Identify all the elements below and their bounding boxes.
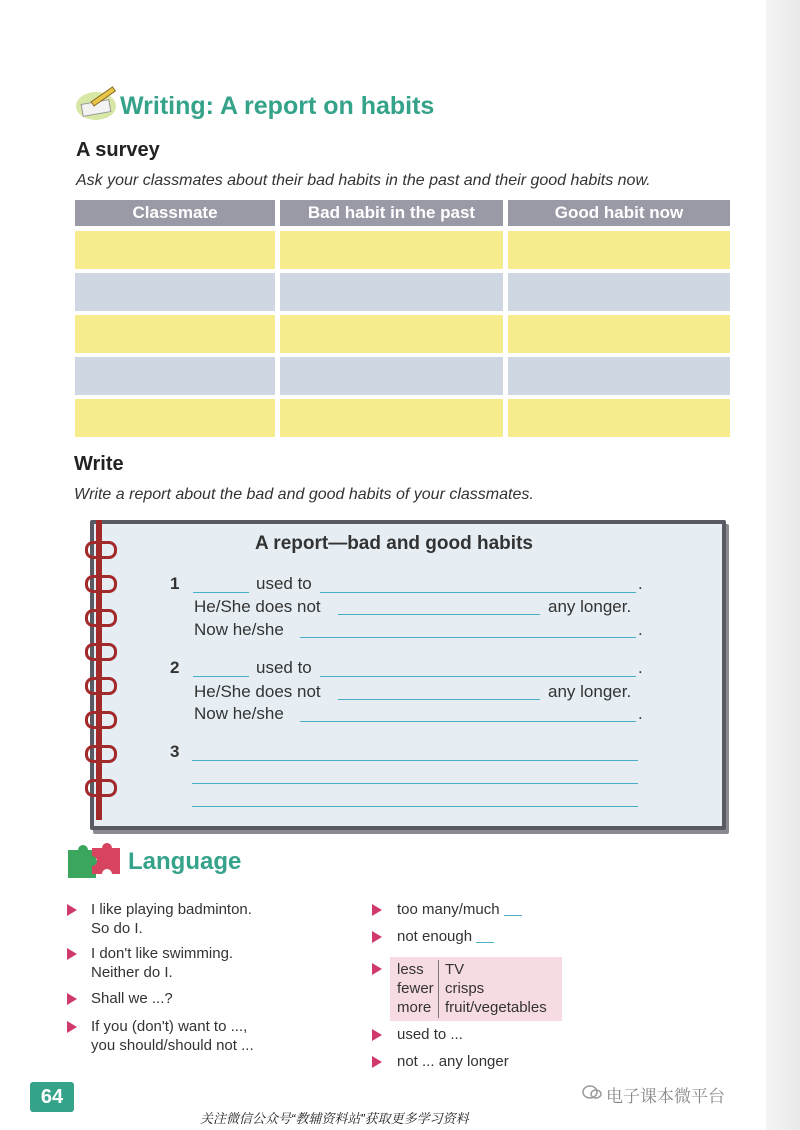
page-edge-shade bbox=[766, 0, 800, 1130]
blank-line[interactable] bbox=[320, 676, 636, 677]
bullet-arrow-icon bbox=[67, 1021, 77, 1033]
bullet-arrow-icon bbox=[67, 993, 77, 1005]
survey-instruction: Ask your classmates about their bad habits in the past and their good habits now. bbox=[76, 172, 651, 189]
table-cell[interactable] bbox=[508, 315, 730, 353]
bullet-arrow-icon bbox=[372, 931, 382, 943]
table-cell[interactable] bbox=[508, 399, 730, 437]
item-number: 3 bbox=[170, 742, 180, 761]
table-cell[interactable] bbox=[75, 231, 275, 269]
table-cell[interactable] bbox=[75, 357, 275, 395]
language-example: I don't like swimming. Neither do I. bbox=[91, 945, 234, 981]
language-title: Language bbox=[128, 848, 242, 875]
any-longer-label: any longer. bbox=[548, 682, 632, 701]
item-number: 2 bbox=[170, 658, 180, 677]
pencil-book-icon bbox=[74, 84, 120, 124]
spiral-ring bbox=[85, 575, 117, 593]
box-divider bbox=[438, 960, 439, 1018]
quantifier-column: less fewer more bbox=[397, 961, 434, 1016]
language-example: I like playing badminton. So do I. bbox=[91, 901, 252, 937]
footer-text: 关注微信公众号“教辅资料站”获取更多学习资料 bbox=[200, 1111, 469, 1126]
survey-heading: A survey bbox=[76, 139, 160, 161]
language-example: Shall we ...? bbox=[91, 990, 173, 1007]
blank-line[interactable] bbox=[300, 637, 636, 638]
column-header-good-habit: Good habit now bbox=[508, 200, 730, 226]
language-example: not enough bbox=[397, 927, 494, 946]
blank-line[interactable] bbox=[192, 806, 638, 807]
period: . bbox=[638, 658, 643, 677]
period: . bbox=[638, 574, 643, 593]
blank-line[interactable] bbox=[193, 676, 249, 677]
period: . bbox=[638, 704, 643, 723]
spiral-ring bbox=[85, 541, 117, 559]
column-header-bad-habit: Bad habit in the past bbox=[280, 200, 503, 226]
used-to-label: used to bbox=[256, 574, 312, 593]
blank-line[interactable] bbox=[192, 760, 638, 761]
blank-line[interactable] bbox=[192, 783, 638, 784]
table-cell[interactable] bbox=[508, 231, 730, 269]
page-number: 64 bbox=[30, 1082, 74, 1112]
watermark: 电子课本微平台 bbox=[606, 1087, 725, 1106]
blank-line[interactable] bbox=[338, 699, 540, 700]
spiral-ring bbox=[85, 677, 117, 695]
table-cell[interactable] bbox=[75, 399, 275, 437]
table-cell[interactable] bbox=[280, 231, 503, 269]
bullet-arrow-icon bbox=[67, 948, 77, 960]
table-cell[interactable] bbox=[75, 315, 275, 353]
does-not-label: He/She does not bbox=[194, 682, 321, 701]
page-title: Writing: A report on habits bbox=[120, 92, 435, 120]
bullet-arrow-icon bbox=[372, 1056, 382, 1068]
language-example: not ... any longer bbox=[397, 1053, 509, 1070]
language-example: too many/much bbox=[397, 900, 522, 919]
any-longer-label: any longer. bbox=[548, 597, 632, 616]
blank-line[interactable] bbox=[193, 592, 249, 593]
spiral-ring bbox=[85, 745, 117, 763]
item-number: 1 bbox=[170, 574, 180, 593]
table-cell[interactable] bbox=[75, 273, 275, 311]
wechat-icon bbox=[582, 1084, 602, 1100]
table-cell[interactable] bbox=[508, 357, 730, 395]
puzzle-pieces-icon bbox=[64, 842, 124, 880]
spiral-ring bbox=[85, 711, 117, 729]
blank-line[interactable] bbox=[338, 614, 540, 615]
column-header-classmate: Classmate bbox=[75, 200, 275, 226]
now-label: Now he/she bbox=[194, 704, 284, 723]
used-to-label: used to bbox=[256, 658, 312, 677]
table-cell[interactable] bbox=[280, 273, 503, 311]
notebook-spine bbox=[96, 520, 102, 820]
write-heading: Write bbox=[74, 453, 124, 475]
blank-line[interactable] bbox=[300, 721, 636, 722]
language-example: If you (don't) want to ..., you should/should not ... bbox=[91, 1018, 254, 1054]
bullet-arrow-icon bbox=[372, 1029, 382, 1041]
table-cell[interactable] bbox=[280, 399, 503, 437]
does-not-label: He/She does not bbox=[194, 597, 321, 616]
report-title: A report—bad and good habits bbox=[255, 533, 533, 554]
write-instruction: Write a report about the bad and good habits of your classmates. bbox=[74, 486, 534, 503]
bullet-arrow-icon bbox=[372, 904, 382, 916]
table-cell[interactable] bbox=[508, 273, 730, 311]
bullet-arrow-icon bbox=[372, 963, 382, 975]
spiral-ring bbox=[85, 643, 117, 661]
table-cell[interactable] bbox=[280, 315, 503, 353]
spiral-ring bbox=[85, 609, 117, 627]
blank-line[interactable] bbox=[320, 592, 636, 593]
bullet-arrow-icon bbox=[67, 904, 77, 916]
spiral-ring bbox=[85, 779, 117, 797]
language-example: used to ... bbox=[397, 1026, 463, 1043]
noun-column: TV crisps fruit/vegetables bbox=[445, 961, 547, 1016]
now-label: Now he/she bbox=[194, 620, 284, 639]
period: . bbox=[638, 620, 643, 639]
table-cell[interactable] bbox=[280, 357, 503, 395]
